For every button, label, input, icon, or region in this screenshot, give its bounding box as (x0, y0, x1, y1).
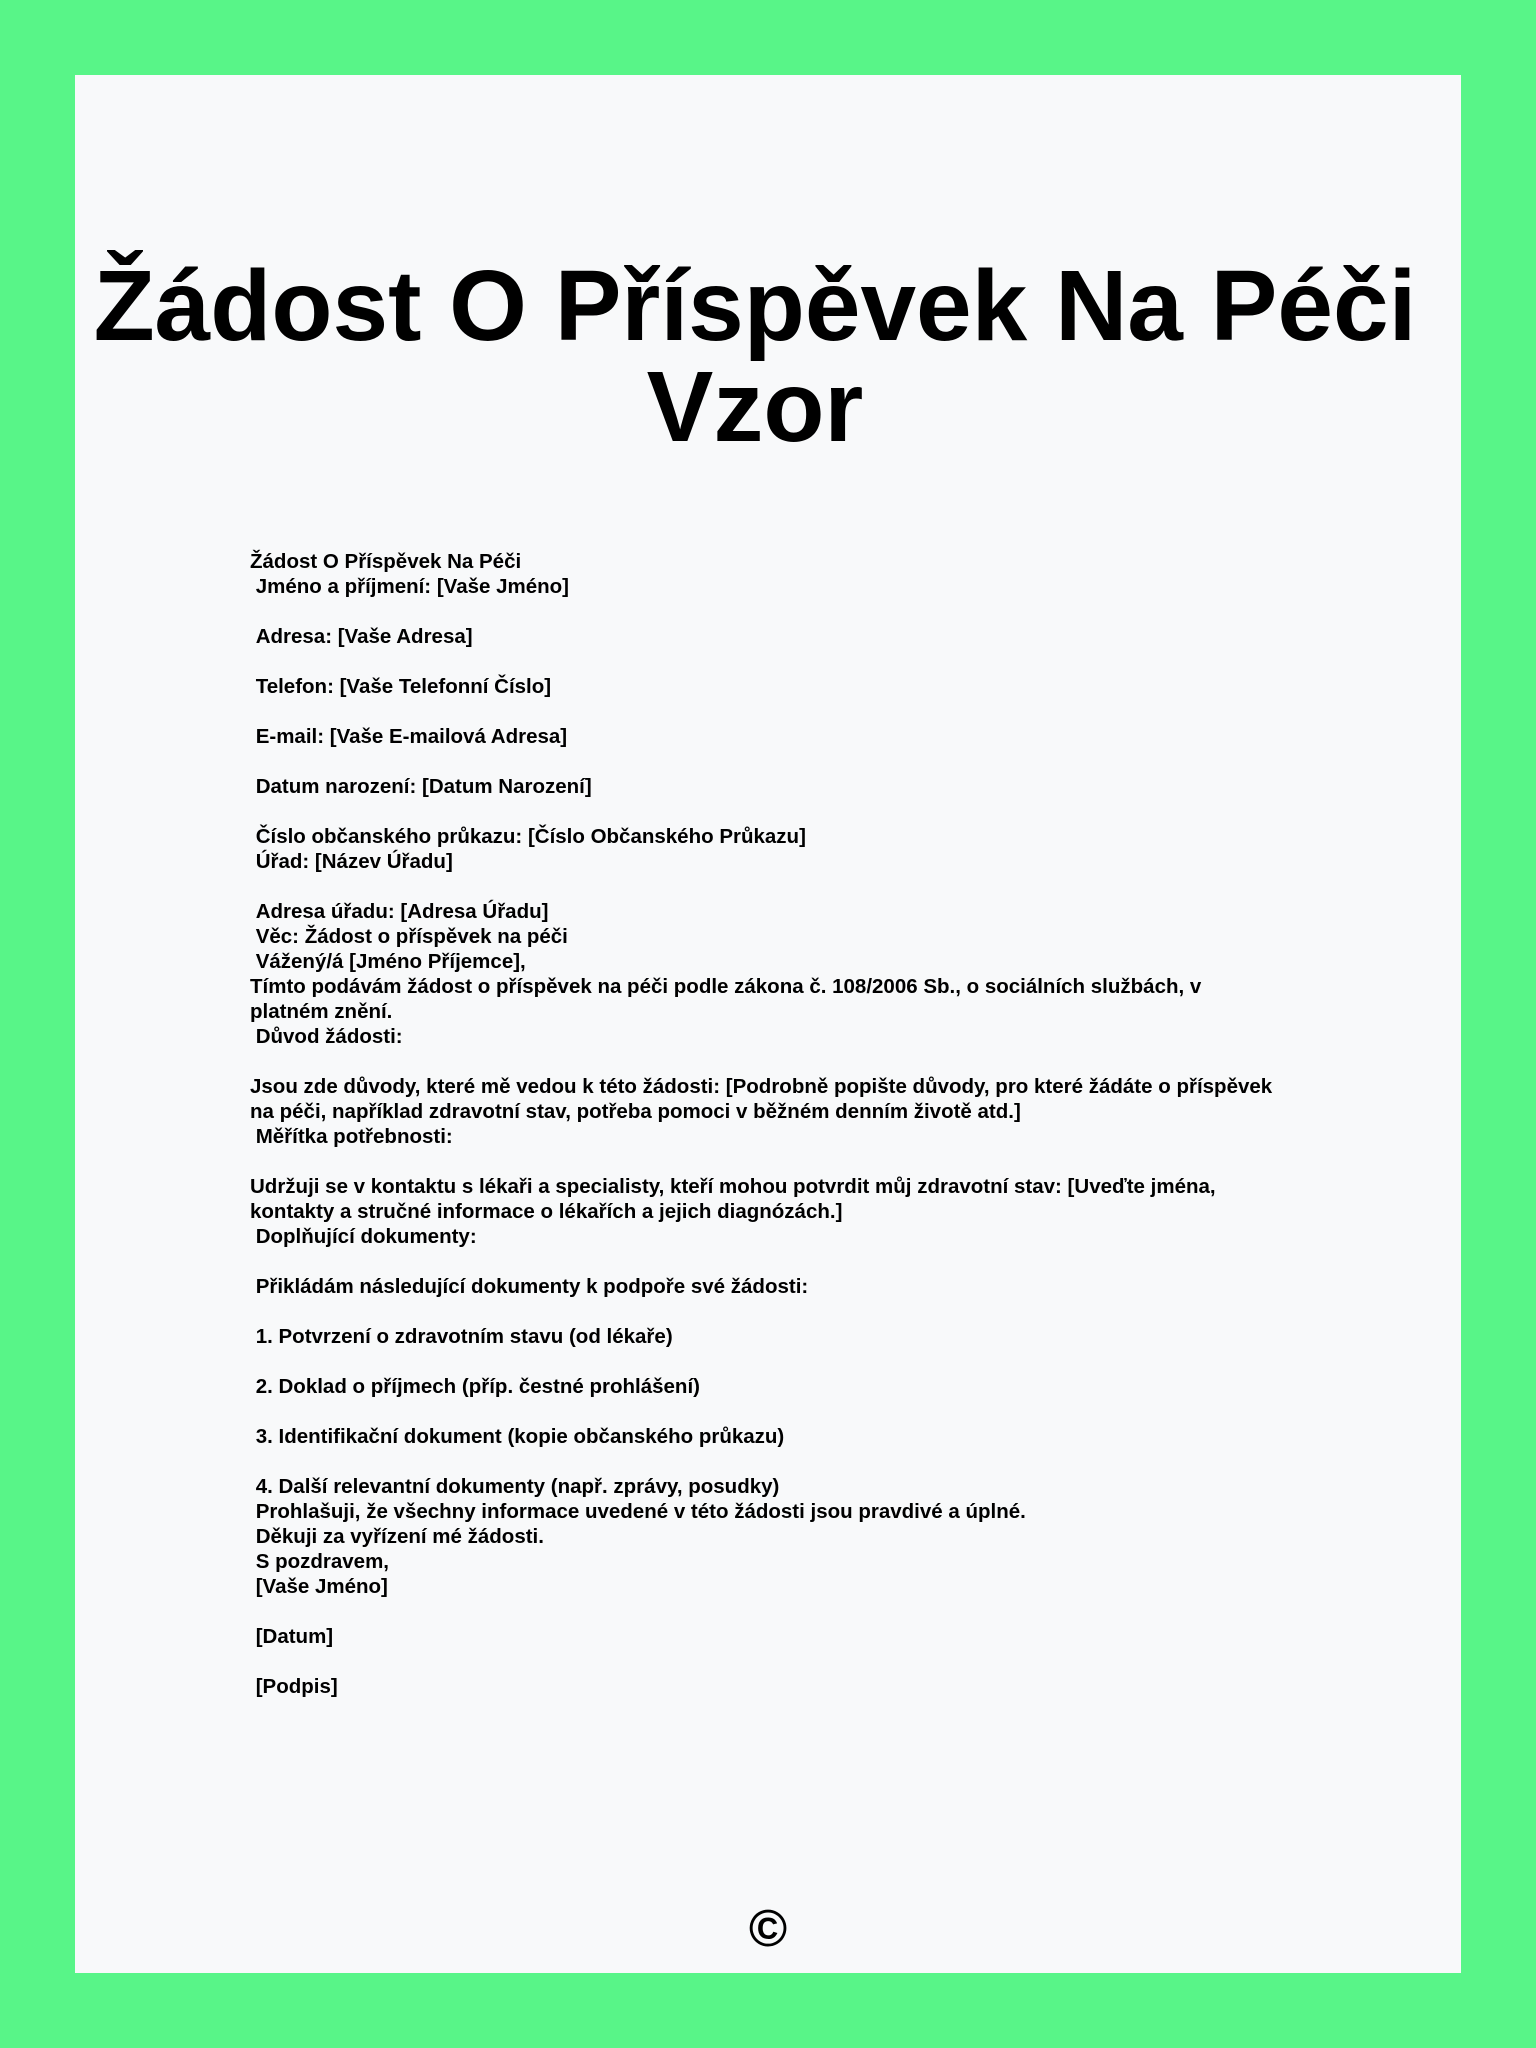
attachments-intro: Přikládám následující dokumenty k podpoře své žádosti: (250, 1275, 809, 1298)
thanks-line: Děkuji za vyřízení mé žádosti. (250, 1525, 544, 1548)
needs-heading: Měřítka potřebnosti: (250, 1125, 453, 1148)
attachment-item-2: 2. Doklad o příjmech (příp. čestné prohlášení) (250, 1375, 700, 1398)
blank-line (250, 1149, 1275, 1174)
email-field-line: E-mail: [Vaše E-mailová Adresa] (250, 725, 568, 748)
document-page (75, 75, 1461, 1973)
intro-paragraph: Tímto podávám žádost o příspěvek na péči podle zákona č. 108/2006 Sb., o sociálních službách, v platném znění. (250, 975, 1207, 1023)
attachment-item-4: 4. Další relevantní dokumenty (např. zprávy, posudky) (250, 1475, 780, 1498)
signature-name-line: [Vaše Jméno] (250, 1575, 388, 1598)
blank-line (250, 1599, 1275, 1624)
blank-line (250, 1049, 1275, 1074)
office-field-line: Úřad: [Název Úřadu] (250, 850, 453, 873)
title-line-2: Vzor (646, 351, 864, 463)
phone-field-line: Telefon: [Vaše Telefonní Číslo] (250, 675, 552, 698)
salutation-line: Vážený/á [Jméno Příjemce], (250, 950, 526, 973)
name-field-line: Jméno a příjmení: [Vaše Jméno] (250, 575, 569, 598)
subject-line: Věc: Žádost o příspěvek na péči (250, 925, 568, 948)
reason-heading: Důvod žádosti: (250, 1025, 403, 1048)
reason-paragraph: Jsou zde důvody, které mě vedou k této žádosti: [Podrobně popište důvody, pro které žádáte o příspěvek na péči, například zdravotní stav, potřeba pomoci v běžném denním životě atd.] (250, 1075, 1278, 1123)
blank-line (250, 1299, 1275, 1324)
blank-line (250, 874, 1275, 899)
title-line-1: Žádost O Příspěvek Na Péči (93, 250, 1417, 362)
blank-line (250, 599, 1275, 624)
blank-line (250, 1399, 1275, 1424)
signature-line: [Podpis] (250, 1675, 338, 1698)
letter-heading: Žádost O Příspěvek Na Péči (250, 550, 522, 573)
attachment-item-1: 1. Potvrzení o zdravotním stavu (od lékaře) (250, 1325, 673, 1348)
birthdate-field-line: Datum narození: [Datum Narození] (250, 775, 592, 798)
date-line: [Datum] (250, 1625, 334, 1648)
closing-line: S pozdravem, (250, 1550, 389, 1573)
id-card-field-line: Číslo občanského průkazu: [Číslo Občanského Průkazu] (250, 825, 806, 848)
blank-line (250, 699, 1275, 724)
blank-line (250, 649, 1275, 674)
needs-paragraph: Udržuji se v kontaktu s lékaři a specialisty, kteří mohou potvrdit můj zdravotní stav: [Uveďte jména, kontakty a stručné informace o lékařích a jejich diagnózách.] (250, 1175, 1222, 1223)
copyright-icon: © (748, 1900, 788, 1958)
blank-line (250, 1249, 1275, 1274)
office-address-field-line: Adresa úřadu: [Adresa Úřadu] (250, 900, 549, 923)
blank-line (250, 749, 1275, 774)
blank-line (250, 1649, 1275, 1674)
blank-line (250, 1449, 1275, 1474)
letter-body (250, 549, 1278, 1699)
address-field-line: Adresa: [Vaše Adresa] (250, 625, 473, 648)
blank-line (250, 1349, 1275, 1374)
page-title (75, 250, 1435, 463)
blank-line (250, 799, 1275, 824)
declaration-line: Prohlašuji, že všechny informace uvedené v této žádosti jsou pravdivé a úplné. (250, 1500, 1026, 1523)
attachments-heading: Doplňující dokumenty: (250, 1225, 477, 1248)
attachment-item-3: 3. Identifikační dokument (kopie občanského průkazu) (250, 1425, 785, 1448)
